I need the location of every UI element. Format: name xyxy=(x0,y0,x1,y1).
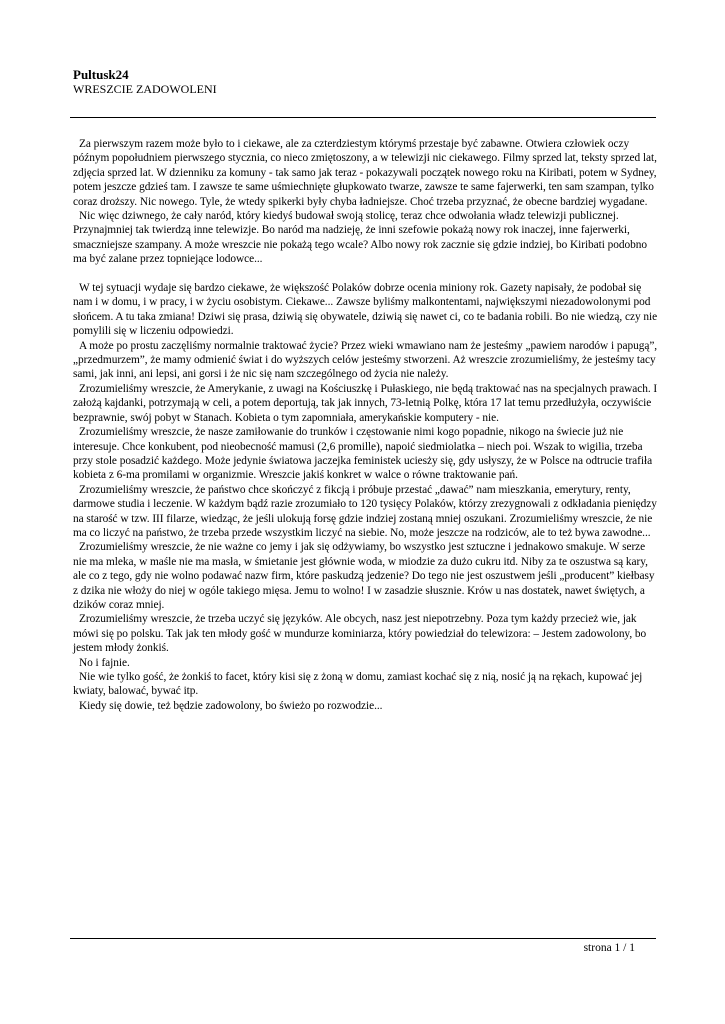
site-name: Pultusk24 xyxy=(73,67,129,82)
paragraph: Nic więc dziwnego, że cały naród, który kiedyś budował swoją stolicę, teraz chce odwołania władz telewizji publicznej. Przynajmniej tak twierdzą inne telewizje. Bo naród ma nadzieję, że inni szefowie pokażą nowy rok inaczej, inne fajerwerki, smaczniejsze szampany. A może wreszcie nie pokażą tego wcale? Albo nowy rok zacznie się gdzie indziej, bo Kiribati podobno ma być zalane przez topniejące lodowce... xyxy=(73,210,648,266)
paragraph: Nie wie tylko gość, że żonkiś to facet, który kisi się z żoną w domu, zamiast kochać się z nią, nosić ją na rękach, kupować jej kwiaty, balować, bywać itp. xyxy=(73,671,643,698)
paragraph: No i fajnie. xyxy=(79,656,130,669)
paragraph: Za pierwszym razem może było to i ciekawe, ale za czterdziestym którymś przestaje być zabawne. Otwiera człowiek oczy późnym popołudniem pierwszego stycznia, co nieco zmiętoszony, a w telewizji nic ciekawego. Filmy sprzed lat, teksty sprzed lat, zdjęcia sprzed lat. W dzienniku za komuny - tak samo jak teraz - pokazywali początek nowego roku na Kiribati, potem w Sydney, potem jeszcze gdzieś tam. I zawsze te same uśmiechnięte głupkowato twarze, zawsze te same fajerwerki, ten sam szampan, tylko coraz droższy. Nic nowego. Tyle, że wtedy spikerki były chyba ładniejsze. Choć trzeba przyznać, że obecne bardziej wygadane. xyxy=(73,138,657,208)
paragraph: Zrozumieliśmy wreszcie, że nie ważne co jemy i jak się odżywiamy, bo wszystko jest sztuczne i jednakowo smakuje. W serze nie ma mleka, w maśle nie ma masła, w śmietanie jest głównie woda, w miodzie za dużo cukru itd. Niby za te oszustwa są kary, ale co z tego, gdy nie wolno podawać nazw firm, które paskudzą jedzenie? Do tego nie jest oszustwem jeśli „producent” kiełbasy z dzika nie włoży do niej w ogóle takiego mięsa. Jemu to wolno! I w zasadzie słusznie. Krów u nas dostatek, nawet świętych, a dzików coraz mniej. xyxy=(73,541,655,611)
footer-divider xyxy=(70,938,656,939)
document-header xyxy=(73,67,217,97)
paragraph: A może po prostu zaczęliśmy normalnie traktować życie? Przez wieki wmawiano nam że jesteśmy „pawiem narodów i papugą”, „przedmurzem”, że mamy odmienić świat i do wyższych celów jesteśmy stworzeni. Aż wreszcie zrozumieliśmy, że jesteśmy tacy sami, jak inni, ani lepsi, ani gorsi i że nic się nam szczególnego od życia nie należy. xyxy=(73,339,658,381)
article-body xyxy=(73,137,659,713)
paragraph: Kiedy się dowie, też będzie zadowolony, bo świeżo po rozwodzie... xyxy=(79,699,383,712)
header-divider xyxy=(70,117,656,118)
paragraph: Zrozumieliśmy wreszcie, że nasze zamiłowanie do trunków i częstowanie nimi kogo popadnie, nikogo na świecie już nie interesuje. Chce konkubent, pod nieobecność mamusi (2,6 promille), napoić siedmiolatka – niech poi. Wszak to wigilia, trzeba przy stole posadzić każdego. Może jedynie światowa jaczejka feministek uciesży się, gdy usłyszy, że w Polsce na odtrucie trafiła kobieta z 6-ma promilami w organizmie. Wreszcie jakiś konkret w walce o równe traktowanie pań. xyxy=(73,426,653,482)
paragraph: Zrozumieliśmy wreszcie, że trzeba uczyć się języków. Ale obcych, nasz jest niepotrzebny. Poza tym każdy przecież wie, jak mówi się po polsku. Tak jak ten młody gość w mundurze kominiarza, który powiedział do telewizora: – Jestem zadowolony, bo jestem młody żonkiś. xyxy=(73,613,647,655)
paragraph: W tej sytuacji wydaje się bardzo ciekawe, że większość Polaków dobrze ocenia miniony rok. Gazety napisały, że podobał się nam i w domu, i w pracy, i w życiu osobistym. Ciekawe... Zawsze byliśmy malkontentami, największymi niezadowolonymi pod słońcem. A tu taka zmiana! Dziwi się prasa, dziwią się obywatele, dziwią się nawet ci, co te badania robili. Bo nie wiedzą, czy nie pomylili się w liczeniu odpowiedzi. xyxy=(73,282,658,338)
article-title: WRESZCIE ZADOWOLENI xyxy=(73,82,217,96)
paragraph: Zrozumieliśmy wreszcie, że państwo chce skończyć z fikcją i próbuje przestać „dawać” nam mieszkania, emerytury, renty, darmowe studia i leczenie. W każdym bądź razie zrozumiało to 120 tysięcy Polaków, którzy zrezygnowali z odkładania pieniędzy na starość w tzw. III filarze, wiedząc, że jeśli ulokują forsę gdzie indziej zostaną mniej oszukani. Zrozumieliśmy wreszcie, że nie ma co liczyć na państwo, że trzeba przede wszystkim liczyć na siebie. No, może jeszcze na rodziców, ale to też bywa zawodne... xyxy=(73,483,657,539)
page-number: strona 1 / 1 xyxy=(583,942,635,954)
paragraph: Zrozumieliśmy wreszcie, że Amerykanie, z uwagi na Kościuszkę i Pułaskiego, nie będą traktować nas na specjalnych prawach. I założą kajdanki, potrzymają w celi, a potem deportują, tak jak innych, 73-letnią Polkę, która 17 lat temu przedłużyła, oczywiście bezprawnie, swój pobyt w Stanach. Kobieta o tym zapomniała, amerykańskie komputery - nie. xyxy=(73,382,658,424)
